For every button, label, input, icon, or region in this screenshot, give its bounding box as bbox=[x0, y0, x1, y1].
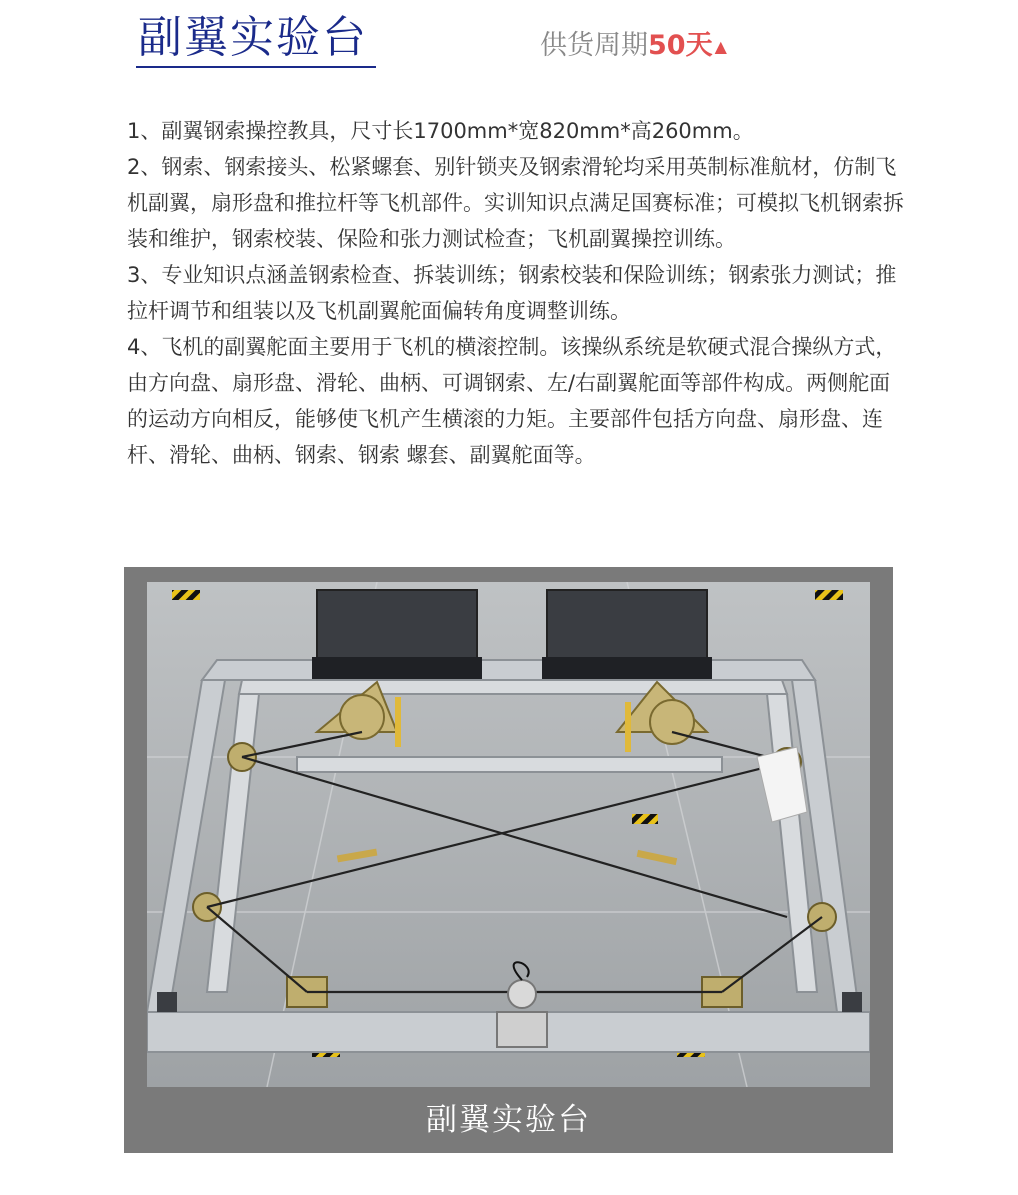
description-paragraph-2: 2、钢索、钢索接头、松紧螺套、别针锁夹及钢索滑轮均采用英制标准航材，仿制飞机副翼，扇形盘和推拉杆等飞机部件。实训知识点满足国赛标准；可模拟飞机钢索拆装和维护，钢索校装、保险和张力测试检查；飞机副翼操控训练。 bbox=[127, 155, 904, 251]
description-paragraph-4: 4、飞机的副翼舵面主要用于飞机的横滚控制。该操纵系统是软硬式混合操纵方式，由方向盘、扇形盘、滑轮、曲柄、可调钢索、左/右副翼舵面等部件构成。两侧舵面的运动方向相反，能够使飞机产生横滚的力矩。主要部件包括方向盘、扇形盘、连杆、滑轮、曲柄、钢索、钢索 螺套、副翼舵面等。 bbox=[127, 335, 897, 467]
product-photo bbox=[147, 582, 870, 1087]
supply-period bbox=[540, 26, 727, 67]
photo-caption: 副翼实验台 bbox=[426, 1102, 591, 1138]
triangle-up-icon: ▲ bbox=[714, 36, 727, 56]
page-title: 副翼实验台 bbox=[138, 12, 368, 63]
description-paragraph-1: 1、副翼钢索操控教具，尺寸长1700mm*宽820mm*高260mm。 bbox=[127, 119, 754, 143]
supply-days: 50天 bbox=[648, 30, 713, 61]
title-underline bbox=[136, 66, 376, 68]
supply-label: 供货周期 bbox=[540, 30, 648, 61]
description bbox=[127, 113, 907, 473]
photo-frame bbox=[124, 567, 893, 1153]
aileron-test-bench-illustration bbox=[147, 582, 870, 1087]
description-paragraph-3: 3、专业知识点涵盖钢索检查、拆装训练；钢索校装和保险训练；钢索张力测试；推拉杆调节和组装以及飞机副翼舵面偏转角度调整训练。 bbox=[127, 263, 897, 323]
